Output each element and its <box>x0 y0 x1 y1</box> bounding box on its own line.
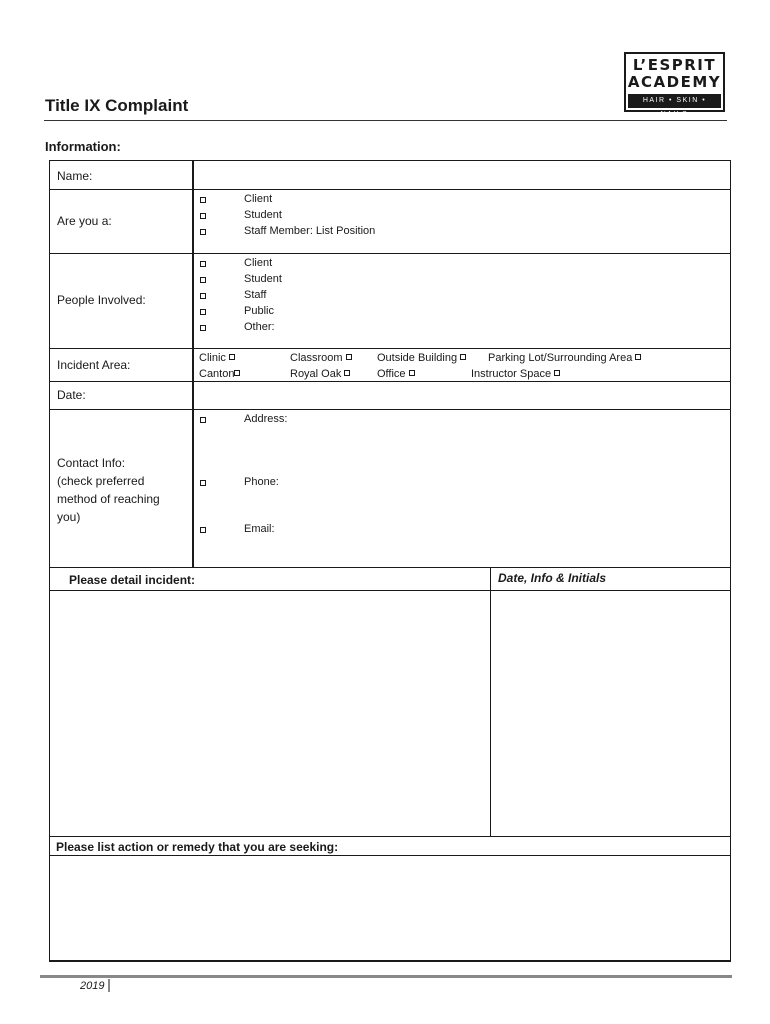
outside-building-option: Outside Building <box>377 352 458 364</box>
email-label: Email: <box>244 523 275 535</box>
people-staff-option: Staff <box>244 289 267 301</box>
people-other-option: Other: <box>244 321 275 333</box>
people-public-checkbox[interactable] <box>200 309 206 315</box>
are-you-label: Are you a: <box>57 214 112 228</box>
incident-area-label: Incident Area: <box>57 358 131 372</box>
office-option: Office <box>377 368 406 380</box>
footer-separator <box>108 979 110 992</box>
date-info-initials-field[interactable] <box>492 592 730 836</box>
classroom-option: Classroom <box>290 352 343 364</box>
clinic-option: Clinic <box>199 352 226 364</box>
people-other-checkbox[interactable] <box>200 325 206 331</box>
incident-detail-field[interactable] <box>51 592 489 836</box>
contact-label-line-2: (check preferred <box>57 474 145 488</box>
table-column-divider <box>192 160 194 568</box>
title-divider <box>44 120 727 121</box>
date-info-initials-heading: Date, Info & Initials <box>498 571 607 585</box>
row-divider <box>49 253 731 254</box>
phone-label: Phone: <box>244 476 279 488</box>
date-field[interactable] <box>195 382 730 408</box>
staff-member-checkbox[interactable] <box>200 229 206 235</box>
royal-oak-option: Royal Oak <box>290 368 342 380</box>
phone-checkbox[interactable] <box>200 480 206 486</box>
clinic-checkbox[interactable] <box>229 354 235 360</box>
people-client-option: Client <box>244 257 273 269</box>
people-public-option: Public <box>244 305 274 317</box>
classroom-checkbox[interactable] <box>346 354 352 360</box>
people-client-checkbox[interactable] <box>200 261 206 267</box>
name-label: Name: <box>57 169 93 183</box>
column-divider <box>490 567 491 837</box>
footer-divider <box>40 975 732 978</box>
academy-logo <box>624 52 725 118</box>
information-heading: Information: <box>45 139 121 154</box>
address-checkbox[interactable] <box>200 417 206 423</box>
remedy-field[interactable] <box>51 857 730 960</box>
logo-line-1: L’ESPRIT <box>632 56 717 74</box>
row-divider <box>49 189 731 190</box>
student-checkbox[interactable] <box>200 213 206 219</box>
canton-option: Canton <box>199 368 235 380</box>
canton-checkbox[interactable] <box>234 370 240 376</box>
name-field[interactable] <box>195 161 730 188</box>
parking-lot-option: Parking Lot/Surrounding Area <box>488 352 633 364</box>
student-option: Student <box>244 209 282 221</box>
instructor-space-option: Instructor Space <box>471 368 552 380</box>
people-student-option: Student <box>244 273 282 285</box>
date-label: Date: <box>57 388 86 402</box>
parking-lot-checkbox[interactable] <box>635 354 641 360</box>
outside-building-checkbox[interactable] <box>460 354 466 360</box>
contact-label-line-4: you) <box>57 510 81 524</box>
row-divider <box>49 409 731 410</box>
address-label: Address: <box>244 413 288 425</box>
instructor-space-checkbox[interactable] <box>554 370 560 376</box>
logo-tagline: HAIR • SKIN • NAILS <box>628 94 721 108</box>
footer-year: 2019 <box>80 980 105 992</box>
logo-line-2: ACADEMY <box>627 73 722 91</box>
row-divider <box>49 348 731 349</box>
remedy-heading: Please list action or remedy that you are seeking: <box>56 840 339 854</box>
office-checkbox[interactable] <box>409 370 415 376</box>
row-divider <box>49 590 731 591</box>
people-student-checkbox[interactable] <box>200 277 206 283</box>
people-involved-label: People Involved: <box>57 293 146 307</box>
people-staff-checkbox[interactable] <box>200 293 206 299</box>
page-title: Title IX Complaint <box>45 96 189 115</box>
contact-label-line-1: Contact Info: <box>57 456 126 470</box>
staff-member-option: Staff Member: List Position <box>244 225 376 237</box>
email-checkbox[interactable] <box>200 527 206 533</box>
contact-label-line-3: method of reaching <box>57 492 160 506</box>
client-option: Client <box>244 193 273 205</box>
detail-incident-heading: Please detail incident: <box>69 573 196 587</box>
client-checkbox[interactable] <box>200 197 206 203</box>
royal-oak-checkbox[interactable] <box>344 370 350 376</box>
